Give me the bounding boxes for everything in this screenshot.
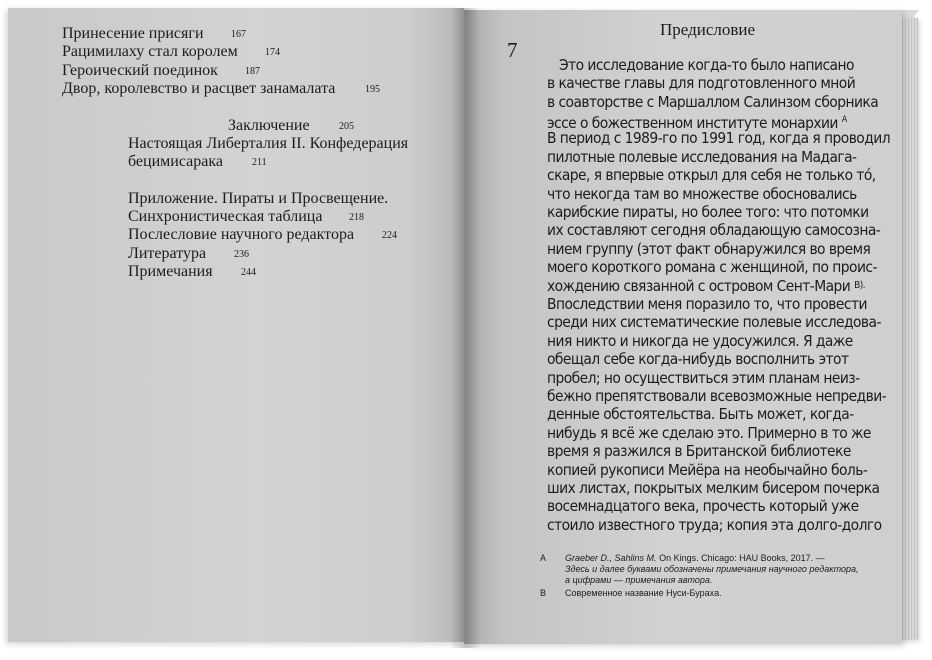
toc-entry-title: Литература bbox=[128, 245, 207, 262]
footnote-b: Современное название Нуси-Бураха. bbox=[565, 588, 722, 598]
toc-entry-page: 174 bbox=[265, 47, 280, 58]
body-line: эссе о божественном институте монархии $^A$ bbox=[547, 114, 847, 133]
toc-entry-page: 167 bbox=[231, 29, 246, 40]
toc-entry-page: 195 bbox=[365, 84, 380, 95]
toc-entry-page: 187 bbox=[245, 66, 260, 77]
footnote-a-line2: Здесь и далее буквами обозначены примечания научного редактора, bbox=[565, 564, 859, 574]
body-line: хождению связанной с островом Сент-Мари B). bbox=[547, 277, 865, 295]
body-line: В период с 1989-го по 1991 год, когда я проводил bbox=[547, 129, 890, 147]
note-mark-b: B). bbox=[854, 280, 865, 291]
toc-entry bbox=[62, 24, 204, 44]
body-line: Это исследование когда-то было написано bbox=[559, 56, 854, 74]
body-line: что некогда там во множестве обосновались bbox=[547, 185, 857, 203]
running-header: Предисловие bbox=[660, 20, 756, 39]
note-mark-a: A bbox=[841, 115, 847, 125]
toc-entry-title: Послесловие научного редактора bbox=[128, 226, 355, 243]
body-line: пилотные полевые исследования на Мадага- bbox=[547, 148, 857, 166]
book-gutter bbox=[450, 8, 480, 648]
body-line: в соавторстве с Маршаллом Салинзом сборника bbox=[547, 93, 879, 111]
toc-entry bbox=[128, 225, 354, 245]
toc-conclusion-title: Заключение bbox=[228, 117, 310, 134]
page-stack-edges bbox=[900, 18, 918, 641]
body-line: Впоследствии меня поразило то, что провести bbox=[547, 295, 867, 313]
body-line: моего короткого романа с женщиной, по проис- bbox=[547, 258, 877, 276]
toc-entry bbox=[62, 61, 218, 81]
body-line: пробел; но осуществиться этим планам неиз- bbox=[547, 369, 860, 387]
toc-entry-title: Героический поединок bbox=[62, 62, 218, 79]
body-line: их составляют сегодня обладающую самосозна- bbox=[547, 221, 881, 239]
toc-entry bbox=[62, 42, 238, 62]
body-line: копией рукописи Мейёра на необычайно боль- bbox=[547, 461, 868, 479]
footnote-b-label: B bbox=[540, 588, 547, 598]
toc-appendix-heading: Приложение. Пираты и Просвещение. bbox=[128, 190, 389, 207]
body-line: стоило известного труда; копия эта долго-долго bbox=[547, 516, 882, 534]
body-line: восемнадцатого века, прочесть который уже bbox=[547, 497, 859, 515]
toc-entry-page: 218 bbox=[349, 212, 364, 223]
toc-entry-title: Двор, королевство и расцвет занамалата bbox=[62, 80, 336, 97]
body-line: обещал себе когда-нибудь восполнить этот bbox=[547, 350, 849, 368]
toc-entry-title: Примечания bbox=[128, 263, 213, 280]
footnote-a-line3: а цифрами — примечания автора. bbox=[565, 575, 713, 585]
footnote-a bbox=[565, 553, 825, 564]
toc-entry-page: 236 bbox=[234, 249, 249, 260]
toc-entry bbox=[128, 244, 206, 264]
body-line: карибские пираты, но более того: что потомки bbox=[547, 203, 869, 221]
footnote-a-label: A bbox=[540, 553, 547, 563]
body-line: денные обстоятельства. Быть может, когда- bbox=[547, 405, 854, 423]
body-line: ния никто и никогда не удосужился. Я даже bbox=[547, 332, 853, 350]
body-line: нибудь я всё же сделаю это. Примерно в то же bbox=[547, 424, 871, 442]
toc-part-page: 211 bbox=[252, 157, 267, 168]
body-line: время я разжился в Британской библиотеке bbox=[547, 442, 851, 460]
body-line: ших листах, покрытых мелким бисером почерка bbox=[547, 479, 880, 497]
toc-part-title-cont: бецимисарака bbox=[128, 153, 223, 170]
toc-entry-title: Синхронистическая таблица bbox=[128, 208, 323, 225]
toc-entry bbox=[128, 262, 213, 282]
toc-entry-page: 244 bbox=[241, 267, 256, 278]
toc-entry bbox=[62, 79, 335, 99]
body-line: среди них систематические полевые исследова- bbox=[547, 313, 881, 331]
toc-entry-title: Принесение присяги bbox=[62, 25, 204, 42]
toc-entry-page: 224 bbox=[382, 230, 397, 241]
toc-conclusion-page: 205 bbox=[339, 121, 354, 132]
body-line: в качестве главы для подготовленного мной bbox=[547, 74, 856, 92]
body-line: бежно препятствовали всевозможные непредви- bbox=[547, 387, 887, 405]
page-number: 7 bbox=[507, 38, 518, 62]
toc-entry-title: Рацимилаху стал королем bbox=[62, 43, 238, 60]
footnote-a-ref: On Kings. Chicago: HAU Books, 2017. — bbox=[659, 553, 825, 563]
left-page bbox=[8, 8, 464, 642]
toc-entry bbox=[128, 207, 322, 227]
footnote-a-authors: Graeber D., Sahlins M. bbox=[565, 553, 657, 563]
body-line: скаре, я впервые открыл для себя не только то́, bbox=[547, 166, 876, 184]
body-line: нием группу (этот факт обнаружился во время bbox=[547, 240, 871, 258]
toc-part-title: Настоящая Либерталия II. Конфедерация bbox=[128, 135, 409, 152]
